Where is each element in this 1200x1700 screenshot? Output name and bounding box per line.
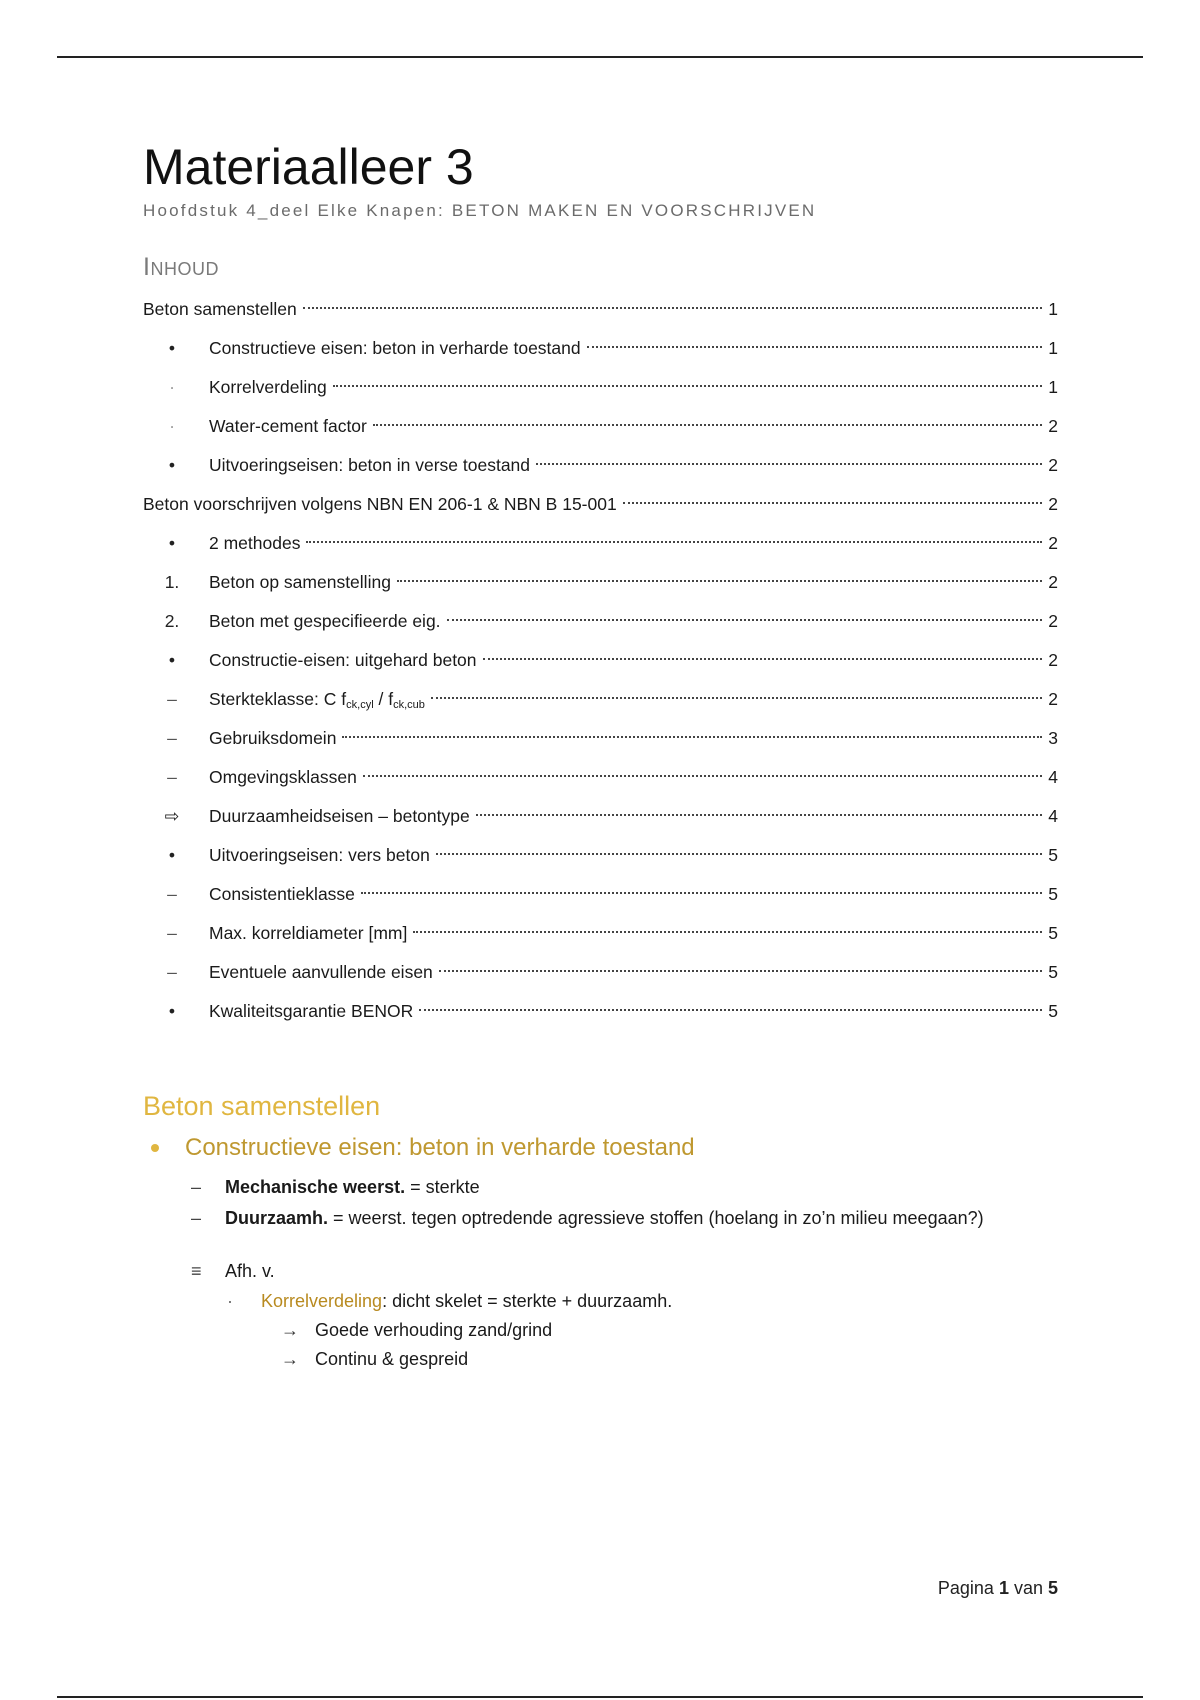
document-body: [143, 140, 1058, 1374]
section-heading: Beton samenstellen: [143, 1091, 381, 1121]
current-page: 1: [998, 1578, 1009, 1598]
toc-page-number: 2: [1048, 533, 1058, 553]
toc-entry-text: Kwaliteitsgarantie BENOR: [209, 992, 415, 1031]
page-footer: [938, 1578, 1058, 1599]
toc-page-number: 5: [1048, 962, 1058, 982]
toc-leader: [397, 580, 1042, 582]
toc-page-number: 2: [1048, 416, 1058, 436]
footer-prefix: Pagina: [937, 1578, 999, 1598]
toc-entry-text: Eventuele aanvullende eisen: [209, 953, 435, 992]
toc-entry-text: Uitvoeringseisen: vers beton: [209, 836, 432, 875]
toc-leader: [306, 541, 1042, 543]
toc-page-number: 5: [1048, 884, 1058, 904]
toc-page-number: 5: [1048, 1001, 1058, 1021]
list-item: [281, 1316, 1058, 1345]
toc-entry[interactable]: [143, 758, 1058, 797]
toc-leader: [536, 463, 1042, 465]
toc-leader: [361, 892, 1042, 894]
toc-entry[interactable]: [143, 524, 1058, 563]
subsection-heading-text: Constructieve eisen: beton in verharde toestand: [185, 1134, 695, 1161]
table-of-contents: [143, 290, 1058, 1031]
bullet-icon: [151, 1144, 159, 1152]
toc-entry-text: Uitvoeringseisen: beton in verse toestand: [209, 446, 532, 485]
list-item: [227, 1287, 1058, 1316]
toc-entry-text-part: Sterkteklasse: C f: [209, 689, 347, 709]
toc-entry[interactable]: [143, 719, 1058, 758]
toc-page-number: 2: [1048, 572, 1058, 592]
small-dot-icon: ·: [169, 416, 175, 436]
toc-page-number: 2: [1048, 494, 1058, 514]
toc-entry[interactable]: [143, 836, 1058, 875]
toc-entry-text-part: / f: [373, 689, 394, 709]
dash-icon: –: [167, 689, 177, 709]
toc-entry-text: Constructie-eisen: uitgehard beton: [209, 641, 479, 680]
term: Duurzaamh.: [225, 1208, 329, 1228]
toc-heading: Inhoud: [143, 253, 219, 281]
toc-page-number: 2: [1048, 689, 1058, 709]
page-subtitle: Hoofdstuk 4_deel Elke Knapen: BETON MAKEN EN VOORSCHRIJVEN: [143, 201, 817, 220]
toc-entry[interactable]: [143, 875, 1058, 914]
toc-entry-text: Beton op samenstelling: [209, 563, 393, 602]
list-item-text: [261, 1287, 672, 1316]
definition: : dicht skelet = sterkte + duurzaamh.: [382, 1291, 673, 1311]
dash-icon: –: [191, 1177, 202, 1197]
toc-entry-text: Beton met gespecifieerde eig.: [209, 602, 443, 641]
toc-leader: [419, 1009, 1042, 1011]
dash-icon: –: [167, 884, 177, 904]
list-item-text: [225, 1203, 985, 1234]
subsection-heading: [151, 1134, 1058, 1162]
total-pages: 5: [1047, 1578, 1058, 1598]
arrow-right-outline-icon: ⇨: [164, 806, 180, 826]
arrow-right-icon: →: [281, 1320, 299, 1340]
toc-entry-text: Omgevingsklassen: [209, 758, 359, 797]
list-number: 1.: [164, 572, 180, 592]
toc-entry[interactable]: [143, 797, 1058, 836]
list-item: [281, 1345, 1058, 1374]
toc-entry-text: Korrelverdeling: [209, 368, 329, 407]
toc-page-number: 4: [1048, 767, 1058, 787]
equivalence-icon: ≡: [191, 1261, 202, 1281]
toc-entry-text: 2 methodes: [209, 524, 302, 563]
toc-page-number: 2: [1048, 455, 1058, 475]
toc-entry[interactable]: [143, 329, 1058, 368]
definition: = weerst. tegen optredende agressieve stoffen (hoelang in zo’n milieu meegaan?): [328, 1208, 984, 1228]
toc-entry-text: Duurzaamheidseisen – betontype: [209, 797, 472, 836]
toc-leader: [333, 385, 1042, 387]
toc-entry[interactable]: [143, 602, 1058, 641]
toc-page-number: 1: [1048, 299, 1058, 319]
toc-entry[interactable]: [143, 914, 1058, 953]
toc-leader: [373, 424, 1042, 426]
toc-entry-text: Consistentieklasse: [209, 875, 357, 914]
toc-entry[interactable]: [143, 680, 1058, 719]
toc-entry[interactable]: [143, 641, 1058, 680]
toc-page-number: 2: [1048, 650, 1058, 670]
toc-leader: [363, 775, 1042, 777]
bullet-icon: •: [168, 1001, 176, 1021]
toc-page-number: 4: [1048, 806, 1058, 826]
toc-entry[interactable]: [143, 407, 1058, 446]
toc-leader: [476, 814, 1042, 816]
dash-icon: –: [167, 962, 177, 982]
toc-leader: [303, 307, 1042, 309]
dash-icon: –: [167, 767, 177, 787]
toc-leader: [439, 970, 1042, 972]
bullet-icon: •: [168, 650, 176, 670]
dash-icon: –: [167, 728, 177, 748]
toc-page-number: 5: [1048, 923, 1058, 943]
list-item: [191, 1172, 1058, 1203]
list-item-text: Continu & gespreid: [315, 1349, 469, 1369]
toc-page-number: 3: [1048, 728, 1058, 748]
toc-entry[interactable]: [143, 485, 1058, 524]
bullet-icon: •: [168, 533, 176, 553]
subscript: ck,cub: [393, 699, 425, 711]
footer-middle: van: [1008, 1578, 1048, 1598]
bullet-icon: •: [168, 845, 176, 865]
toc-entry-text: Beton samenstellen: [143, 290, 299, 329]
list-item-text: [225, 1172, 985, 1203]
list-item-text: Goede verhouding zand/grind: [315, 1320, 553, 1340]
bullet-icon: •: [168, 338, 176, 358]
toc-entry-text: Gebruiksdomein: [209, 719, 338, 758]
toc-entry[interactable]: [143, 992, 1058, 1031]
list-item: [191, 1256, 1058, 1287]
dash-icon: –: [167, 923, 177, 943]
toc-entry[interactable]: [143, 290, 1058, 329]
bullet-icon: •: [168, 455, 176, 475]
subscript: ck,cyl: [346, 699, 374, 711]
toc-leader: [623, 502, 1042, 504]
toc-page-number: 1: [1048, 338, 1058, 358]
toc-entry[interactable]: [143, 563, 1058, 602]
toc-entry-text: Beton voorschrijven volgens NBN EN 206-1 & NBN B 15-001: [143, 485, 619, 524]
toc-leader: [483, 658, 1042, 660]
toc-page-number: 1: [1048, 377, 1058, 397]
toc-entry[interactable]: [143, 953, 1058, 992]
small-dot-icon: ·: [227, 1291, 233, 1311]
toc-leader: [431, 697, 1042, 699]
list-number: 2.: [164, 611, 180, 631]
toc-entry[interactable]: [143, 446, 1058, 485]
definition: = sterkte: [405, 1177, 480, 1197]
toc-leader: [447, 619, 1042, 621]
toc-entry-text: Water-cement factor: [209, 407, 369, 446]
page-title: Materiaalleer 3: [143, 139, 474, 195]
list-item-text: Afh. v.: [225, 1261, 275, 1281]
toc-leader: [342, 736, 1042, 738]
toc-leader: [436, 853, 1042, 855]
term: Korrelverdeling: [261, 1291, 383, 1311]
toc-page-number: 5: [1048, 845, 1058, 865]
top-rule: [57, 56, 1143, 58]
term: Mechanische weerst.: [225, 1177, 406, 1197]
toc-leader: [413, 931, 1042, 933]
toc-entry-text: Constructieve eisen: beton in verharde toestand: [209, 329, 583, 368]
dash-icon: –: [191, 1208, 202, 1228]
toc-page-number: 2: [1048, 611, 1058, 631]
arrow-right-icon: →: [281, 1349, 299, 1369]
list-item: [191, 1203, 1058, 1234]
small-dot-icon: ·: [169, 377, 175, 397]
bottom-rule: [57, 1696, 1143, 1698]
toc-entry-text: Max. korreldiameter [mm]: [209, 914, 409, 953]
toc-entry[interactable]: [143, 368, 1058, 407]
section-body: [191, 1172, 1058, 1374]
toc-leader: [587, 346, 1042, 348]
